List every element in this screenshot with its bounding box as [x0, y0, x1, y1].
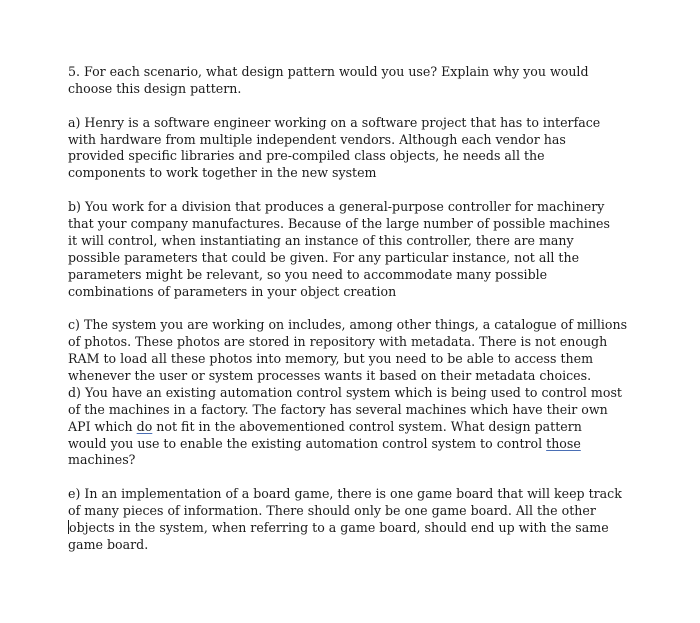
scenario-a	[68, 115, 628, 183]
scenario-a-line: a) Henry is a software engineer working on a software project that has to interface	[68, 114, 601, 130]
question-line: 5. For each scenario, what design pattern would you use? Explain why you would	[68, 64, 589, 79]
question-line: choose this design pattern.	[68, 80, 242, 96]
question-prompt	[68, 64, 628, 98]
scenario-e-line: e) In an implementation of a board game, there is one game board that will keep track	[68, 486, 622, 502]
scenario-d-text: not fit in the abovementioned control system. What design pattern	[152, 418, 582, 434]
paragraph-gap	[68, 469, 628, 486]
scenario-e-line: of many pieces of information. There should only be one game board. All the other	[68, 503, 596, 519]
question-document	[68, 64, 628, 554]
scenario-d-text: would you use to enable the existing automation control system to control	[68, 435, 547, 451]
scenario-d-text: API which	[68, 418, 137, 434]
scenario-b-line: it will control, when instantiating an instance of this controller, there are many	[68, 232, 574, 248]
scenario-e-text: objects in the system, when referring to a game board, should end up with the same	[69, 520, 609, 536]
underlined-word: those	[546, 435, 581, 451]
scenario-e	[68, 486, 628, 554]
scenario-c-line: c) The system you are working on includes, among other things, a catalogue of millions	[68, 317, 628, 333]
scenario-d-line: of the machines in a factory. The factory has several machines which have their own	[68, 401, 608, 417]
scenario-a-line: provided specific libraries and pre-compiled class objects, he needs all the	[68, 148, 545, 164]
scenario-d	[68, 385, 628, 469]
scenario-d-line	[68, 419, 628, 436]
scenario-e-line: game board.	[68, 536, 149, 552]
paragraph-gap	[68, 182, 628, 199]
scenario-b-line: b) You work for a division that produces a general-purpose controller for machinery	[68, 199, 605, 215]
scenario-e-line	[68, 520, 628, 537]
scenario-b-line: parameters might be relevant, so you need to accommodate many possible	[68, 266, 548, 282]
scenario-c-line: RAM to load all these photos into memory, but you need to be able to access them	[68, 351, 594, 367]
scenario-b-line: combinations of parameters in your object creation	[68, 283, 397, 299]
paragraph-gap	[68, 98, 628, 115]
scenario-d-line	[68, 436, 628, 453]
scenario-b-line: possible parameters that could be given. For any particular instance, not all the	[68, 249, 580, 265]
scenario-d-line: d) You have an existing automation control system which is being used to control most	[68, 384, 622, 400]
scenario-a-line: with hardware from multiple independent vendors. Although each vendor has	[68, 131, 566, 147]
scenario-d-line: machines?	[68, 452, 136, 468]
scenario-b-line: that your company manufactures. Because of the large number of possible machines	[68, 216, 610, 232]
scenario-c-line: whenever the user or system processes wants it based on their metadata choices.	[68, 368, 592, 384]
underlined-word: do	[136, 418, 153, 434]
scenario-a-line: components to work together in the new system	[68, 165, 377, 181]
paragraph-gap	[68, 300, 628, 317]
scenario-b	[68, 199, 628, 300]
scenario-c-line: of photos. These photos are stored in repository with metadata. There is not enough	[68, 334, 608, 350]
scenario-c	[68, 317, 628, 385]
